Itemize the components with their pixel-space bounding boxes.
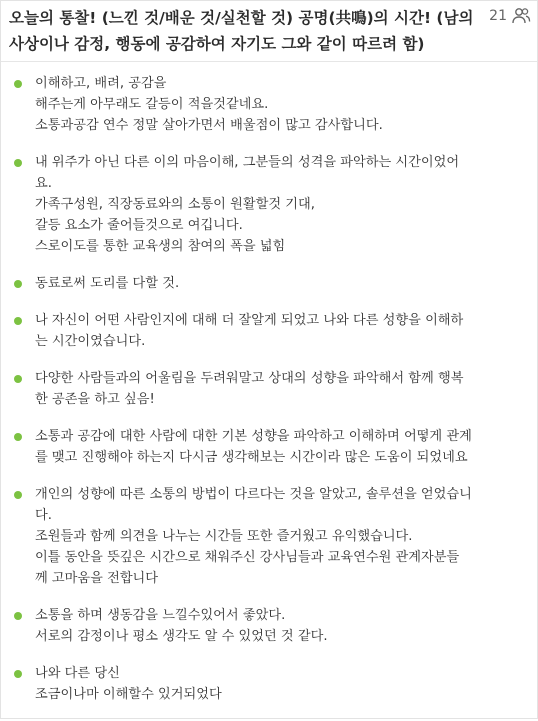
response-line: 한 공존을 하고 싶음! xyxy=(35,392,155,407)
card-header xyxy=(1,1,537,62)
card-title-line-2: 사상이나 감정, 행동에 공감하여 자기도 그와 같이 따르려 함) xyxy=(9,35,425,53)
bullet-dot xyxy=(14,433,22,441)
response-line: 는 시간이였습니다. xyxy=(35,334,146,349)
response-item xyxy=(1,368,537,410)
response-line: 나와 다른 당신 xyxy=(35,666,120,681)
response-item xyxy=(1,426,537,468)
bullet-dot xyxy=(14,612,22,620)
response-item xyxy=(1,152,537,257)
response-line: 가족구성원, 직장동료와의 소통이 원활할것 기대, xyxy=(35,197,315,212)
people-icon xyxy=(511,7,531,25)
card-title xyxy=(9,5,484,57)
response-line: 소통과 공감에 대한 사람에 대한 기본 성향을 파악하고 이해하며 어떻게 관계 xyxy=(35,429,472,444)
response-item xyxy=(1,310,537,352)
response-line: 조금이나마 이해할수 있거되었다 xyxy=(35,687,222,702)
bullet-dot xyxy=(14,375,22,383)
bullet-dot xyxy=(14,80,22,88)
bullet-dot xyxy=(14,491,22,499)
response-line: 를 맺고 진행해야 하는지 다시금 생각해보는 시간이라 많은 도움이 되었네요 xyxy=(35,450,468,465)
response-line: 소통과공감 연수 정말 살아가면서 배울점이 많고 감사합니다. xyxy=(35,118,383,133)
response-line: 동료로써 도리를 다할 것. xyxy=(35,276,180,291)
participant-count: 21 xyxy=(489,8,507,24)
response-line: 께 고마움을 전합니다 xyxy=(35,571,159,586)
response-line: 개인의 성향에 따른 소통의 방법이 다르다는 것을 알았고, 솔루션을 얻었습니 xyxy=(35,487,472,502)
response-line: 다. xyxy=(35,508,52,523)
bullet-dot xyxy=(14,670,22,678)
bullet-dot xyxy=(14,317,22,325)
response-line: 나 자신이 어떤 사람인지에 대해 더 잘알게 되었고 나와 다른 성향을 이해하 xyxy=(35,313,464,328)
response-item xyxy=(1,663,537,705)
response-line: 소통을 하며 생동감을 느낄수있어서 좋았다. xyxy=(35,608,286,623)
participant-count-badge[interactable] xyxy=(489,7,531,25)
response-line: 스로이도를 통한 교육생의 참여의 폭을 넓힘 xyxy=(35,239,286,254)
response-line: 다양한 사람들과의 어울림을 두려워말고 상대의 성향을 파악해서 함께 행복 xyxy=(35,371,464,386)
response-item xyxy=(1,273,537,294)
response-line: 갈등 요소가 줄어들것으로 여깁니다. xyxy=(35,218,243,233)
response-item xyxy=(1,484,537,589)
bullet-dot xyxy=(14,159,22,167)
bullet-dot xyxy=(14,280,22,288)
response-line: 이틀 동안을 뜻깊은 시간으로 채워주신 강사님들과 교육연수원 관계자분들 xyxy=(35,550,460,565)
response-line: 요. xyxy=(35,176,52,191)
response-line: 해주는게 아무래도 갈등이 적을것같네요. xyxy=(35,97,269,112)
response-item xyxy=(1,73,537,136)
card-title-line-1: 오늘의 통찰! (느낀 것/배운 것/실천할 것) 공명(共鳴)의 시간! (남의 xyxy=(9,9,474,27)
response-line: 내 위주가 아닌 다른 이의 마음이해, 그분들의 성격을 파악하는 시간이었어 xyxy=(35,155,460,170)
response-line: 서로의 감정이나 평소 생각도 알 수 있었던 것 같다. xyxy=(35,629,328,644)
response-line: 조원들과 함께 의견을 나누는 시간들 또한 즐거웠고 유익했습니다. xyxy=(35,529,413,544)
response-item xyxy=(1,605,537,647)
response-list xyxy=(1,73,537,721)
response-line: 이해하고, 배려, 공감을 xyxy=(35,76,167,91)
